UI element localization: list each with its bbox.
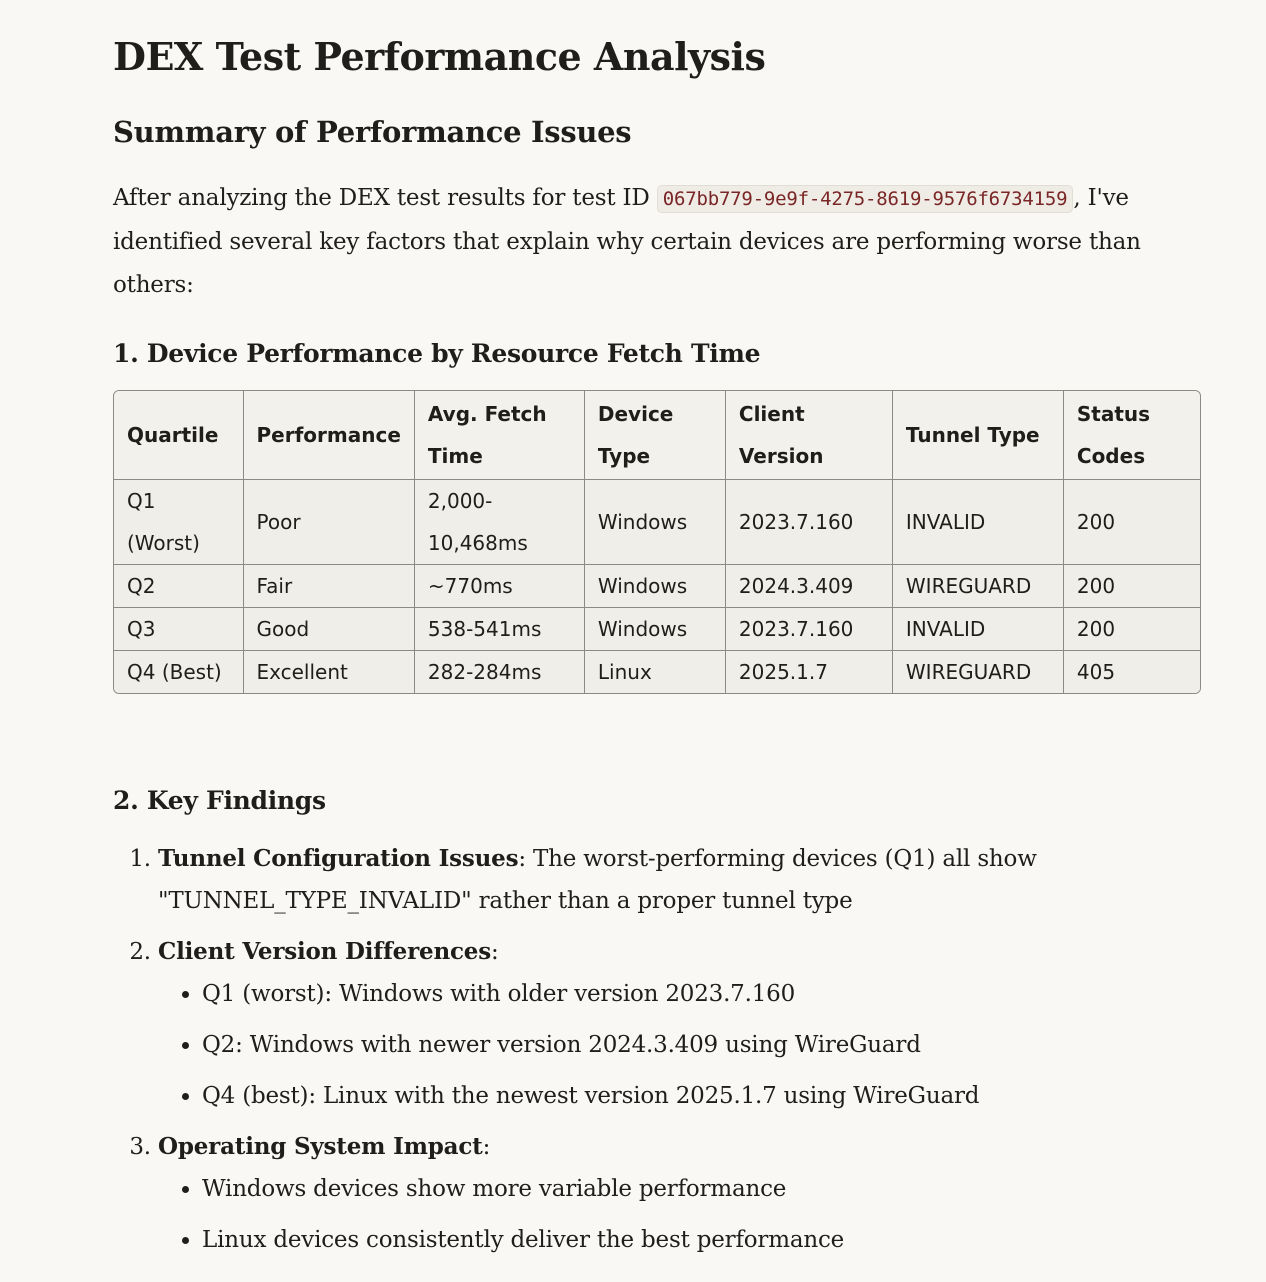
table-cell: ~770ms — [414, 565, 584, 608]
device-performance-heading: 1. Device Performance by Resource Fetch Time — [113, 339, 761, 368]
table-cell: Windows — [584, 565, 725, 608]
table-cell: Excellent — [243, 651, 414, 694]
table-cell: Q4 (Best) — [114, 651, 243, 694]
header-status-codes: Status Codes — [1063, 391, 1200, 480]
intro-text-before: After analyzing the DEX test results for test ID — [113, 185, 657, 211]
header-client-version: Client Version — [725, 391, 892, 480]
findings-list-container — [113, 838, 1201, 1270]
finding-bullets — [158, 1168, 1201, 1261]
header-quartile: Quartile — [114, 391, 243, 480]
table-cell: 2023.7.160 — [725, 480, 892, 565]
table-row — [114, 565, 1200, 608]
list-item: • Q4 (best): Linux with the newest version 2025.1.7 using WireGuard — [202, 1075, 1201, 1117]
list-item: • Q2: Windows with newer version 2024.3.409 using WireGuard — [202, 1024, 1201, 1066]
table-cell: 200 — [1063, 565, 1200, 608]
finding-text: : The worst-performing devices (Q1) all show "TUNNEL_TYPE_INVALID" rather than a proper tunnel type — [158, 846, 1037, 914]
header-fetch-time: Avg. Fetch Time — [414, 391, 584, 480]
table-cell: Q3 — [114, 608, 243, 651]
table-cell: Windows — [584, 480, 725, 565]
test-id-code: 067bb779-9e9f-4275-8619-9576f6734159 — [657, 185, 1074, 213]
performance-table — [114, 391, 1200, 693]
table-cell: Good — [243, 608, 414, 651]
page-title: DEX Test Performance Analysis — [113, 34, 766, 79]
table-cell: Q2 — [114, 565, 243, 608]
table-cell: 2,000-10,468ms — [414, 480, 584, 565]
table-cell: Poor — [243, 480, 414, 565]
list-item — [158, 838, 1201, 922]
list-item — [158, 931, 1201, 1117]
list-item: • Windows devices show more variable performance — [202, 1168, 1201, 1210]
table-cell: INVALID — [892, 608, 1063, 651]
table-header-row — [114, 391, 1200, 480]
intro-paragraph — [113, 177, 1201, 307]
table-cell: WIREGUARD — [892, 651, 1063, 694]
table-cell: 2024.3.409 — [725, 565, 892, 608]
table-row — [114, 651, 1200, 694]
table-cell: Windows — [584, 608, 725, 651]
table-cell: 282-284ms — [414, 651, 584, 694]
list-item: • Linux devices consistently deliver the best performance — [202, 1219, 1201, 1261]
finding-text: : — [482, 1134, 491, 1160]
table-row — [114, 480, 1200, 565]
list-item: • Q1 (worst): Windows with older version 2023.7.160 — [202, 973, 1201, 1015]
table-cell: 405 — [1076, 660, 1116, 684]
header-tunnel-type: Tunnel Type — [892, 391, 1063, 480]
key-findings-heading: 2. Key Findings — [113, 786, 326, 815]
summary-heading: Summary of Performance Issues — [113, 115, 632, 149]
table-cell: 2025.1.7 — [725, 651, 892, 694]
table-cell: Q1 (Worst) — [114, 480, 243, 565]
table-cell: WIREGUARD — [892, 565, 1063, 608]
table-cell: 538-541ms — [414, 608, 584, 651]
table-cell: INVALID — [892, 480, 1063, 565]
finding-label: Client Version Differences — [158, 938, 491, 965]
findings-list — [113, 838, 1201, 1261]
finding-text: : — [490, 939, 499, 965]
table-cell: Linux — [584, 651, 725, 694]
list-item — [158, 1126, 1201, 1261]
intro-text-after: , I've identified several key factors that explain why certain devices are performing worse than others: — [113, 185, 1141, 298]
finding-label: Tunnel Configuration Issues — [158, 845, 519, 872]
table-cell: Fair — [243, 565, 414, 608]
header-performance: Performance — [243, 391, 414, 480]
finding-label: Operating System Impact — [158, 1133, 483, 1160]
table-cell: 200 — [1063, 480, 1200, 565]
header-device-type: Device Type — [584, 391, 725, 480]
table-cell: 2023.7.160 — [725, 608, 892, 651]
performance-table-container — [113, 390, 1201, 694]
table-cell: 200 — [1063, 608, 1200, 651]
table-row — [114, 608, 1200, 651]
finding-bullets — [158, 973, 1201, 1117]
